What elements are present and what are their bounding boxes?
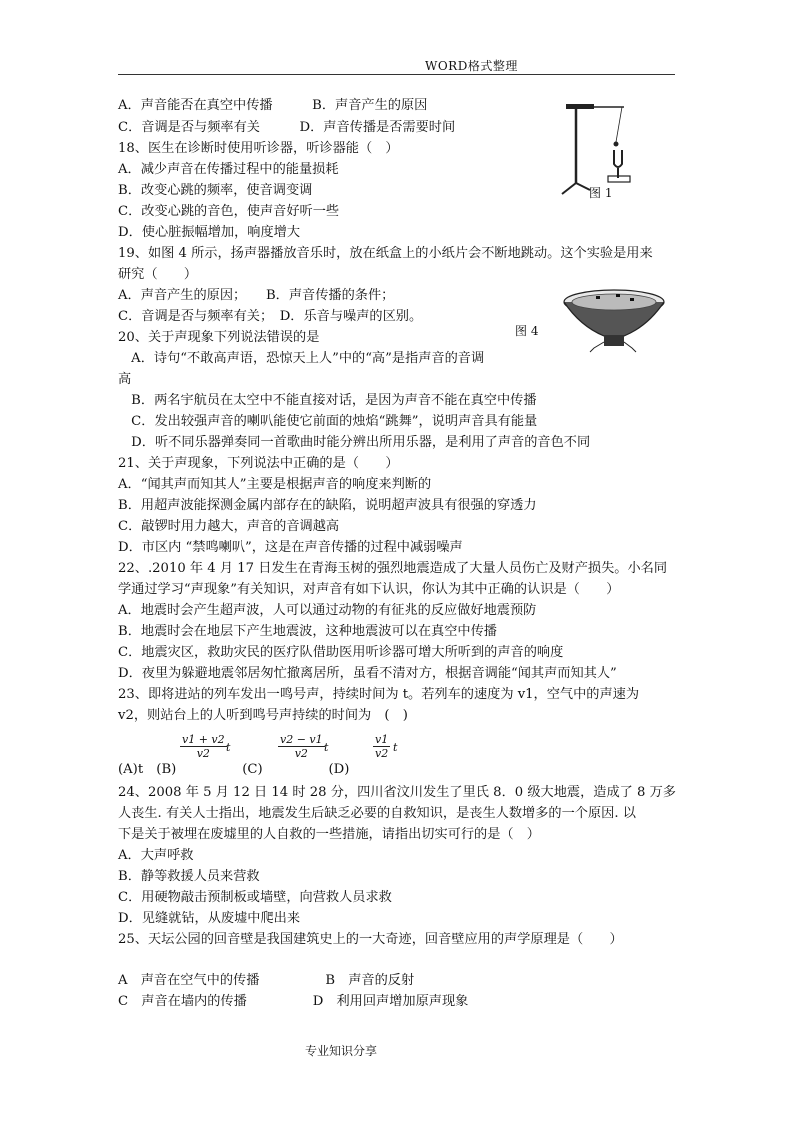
loudspeaker-figure	[560, 286, 668, 354]
text-line: 20、关于声现象下列说法错误的是	[118, 330, 320, 345]
text-line: D．见缝就钻，从废墟中爬出来	[118, 911, 301, 926]
figure-1-label: 图 1	[589, 186, 613, 200]
option-b-fraction	[180, 733, 227, 760]
text-line: v2，则站台上的人听到鸣号声持续的时间为 ( )	[118, 708, 408, 723]
figure-4-label: 图 4	[515, 324, 539, 338]
text-line: 19、如图 4 所示，扬声器播放音乐时，放在纸盒上的小纸片会不断地跳动。这个实验是用来	[118, 246, 653, 261]
fraction-denominator: v2	[294, 747, 308, 760]
text-line: 25、天坛公园的回音壁是我国建筑史上的一大奇迹，回音壁应用的声学原理是（ ）	[118, 932, 623, 947]
fraction-t: t	[393, 741, 398, 754]
text-line: A．大声呼救	[118, 848, 194, 863]
text-line: D．使心脏振幅增加，响度增大	[118, 225, 301, 240]
page-header	[118, 56, 675, 75]
text-line: A．“闻其声而知其人”主要是根据声音的响度来判断的	[118, 477, 432, 492]
text-line: D．市区内 “禁鸣喇叭”，这是在声音传播的过程中减弱噪声	[118, 540, 463, 555]
text-line: C．音调是否与频率有关； D．乐音与噪声的区别。	[118, 309, 423, 324]
text-line: A．诗句“不敢高声语，恐惊天上人”中的“高”是指声音的音调	[118, 351, 485, 366]
option-d-fraction	[373, 733, 390, 760]
fraction-numerator: v1 + v2	[182, 733, 225, 746]
text-line: 研究（ ）	[118, 267, 198, 282]
text-line: A．声音能否在真空中传播 B．声音产生的原因	[118, 98, 428, 113]
text-line: A 声音在空气中的传播 B 声音的反射	[118, 973, 415, 988]
text-line: C 声音在墙内的传播 D 利用回声增加原声现象	[118, 994, 469, 1009]
text-line: 学通过学习“声现象”有关知识，对声音有如下认识，你认为其中正确的认识是（ ）	[118, 582, 620, 597]
fraction-numerator: v2 − v1	[280, 733, 323, 746]
fraction-t: t	[324, 741, 329, 754]
text-line: A．地震时会产生超声波，人可以通过动物的有征兆的反应做好地震预防	[118, 603, 537, 618]
text-line: B．静等救援人员来营救	[118, 869, 260, 884]
option-c-fraction	[278, 733, 325, 760]
fraction-numerator: v1	[375, 733, 389, 746]
text-line: C．用硬物敲击预制板或墙壁，向营救人员求救	[118, 890, 392, 905]
text-line: 高	[118, 372, 132, 387]
text-line: B．地震时会在地层下产生地震波，这种地震波可以在真空中传播	[118, 624, 497, 639]
header-text: WORD格式整理	[425, 59, 518, 73]
fraction-denominator: v2	[196, 747, 210, 760]
text-line: 18、医生在诊断时使用听诊器，听诊器能（ ）	[118, 141, 399, 156]
text-line: D．听不同乐器弹奏同一首歌曲时能分辨出所用乐器，是利用了声音的音色不同	[118, 435, 591, 450]
fraction-denominator: v2	[375, 747, 389, 760]
text-line: B．改变心跳的频率，使音调变调	[118, 183, 313, 198]
text-line: 下是关于被埋在废墟里的人自救的一些措施，请指出切实可行的是（ ）	[118, 827, 540, 842]
text-line: C．改变心跳的音色，使声音好听一些	[118, 204, 340, 219]
text-line: C．发出较强声音的喇叭能使它前面的烛焰“跳舞”，说明声音具有能量	[118, 414, 538, 429]
text-line: C．敲锣时用力越大，声音的音调越高	[118, 519, 340, 534]
text-line: (A)t (B) (C) (D)	[118, 762, 350, 777]
text-line: 23、即将进站的列车发出一鸣号声，持续时间为 t。若列车的速度为 v1，空气中的声速为	[118, 687, 640, 702]
text-line: B．用超声波能探测金属内部存在的缺陷，说明超声波具有很强的穿透力	[118, 498, 537, 513]
text-line: 22、.2010 年 4 月 17 日发生在青海玉树的强烈地震造成了大量人员伤亡及财产损失。小名同	[118, 561, 668, 576]
text-line: C．地震灾区，救助灾民的医疗队借助医用听诊器可增大所听到的声音的响度	[118, 645, 564, 660]
text-line: 人丧生. 有关人士指出，地震发生后缺乏必要的自救知识，是丧生人数增多的一个原因. 以	[118, 806, 636, 821]
text-line: 21、关于声现象，下列说法中正确的是（ ）	[118, 456, 399, 471]
text-line: A．减少声音在传播过程中的能量损耗	[118, 162, 339, 177]
text-line: D．夜里为躲避地震邻居匆忙撤离居所，虽看不清对方，根据音调能“闻其声而知其人”	[118, 666, 617, 681]
fraction-t: t	[226, 741, 231, 754]
text-line: 24、2008 年 5 月 12 日 14 时 28 分，四川省汶川发生了里氏 8．0 级大地震，造成了 8 万多	[118, 785, 676, 800]
text-line: B．两名宇航员在太空中不能直接对话，是因为声音不能在真空中传播	[118, 393, 537, 408]
text-line: A．声音产生的原因； B．声音传播的条件；	[118, 288, 395, 303]
page-footer: 专业知识分享	[305, 1044, 378, 1058]
text-line: C．音调是否与频率有关 D．声音传播是否需要时间	[118, 120, 456, 135]
